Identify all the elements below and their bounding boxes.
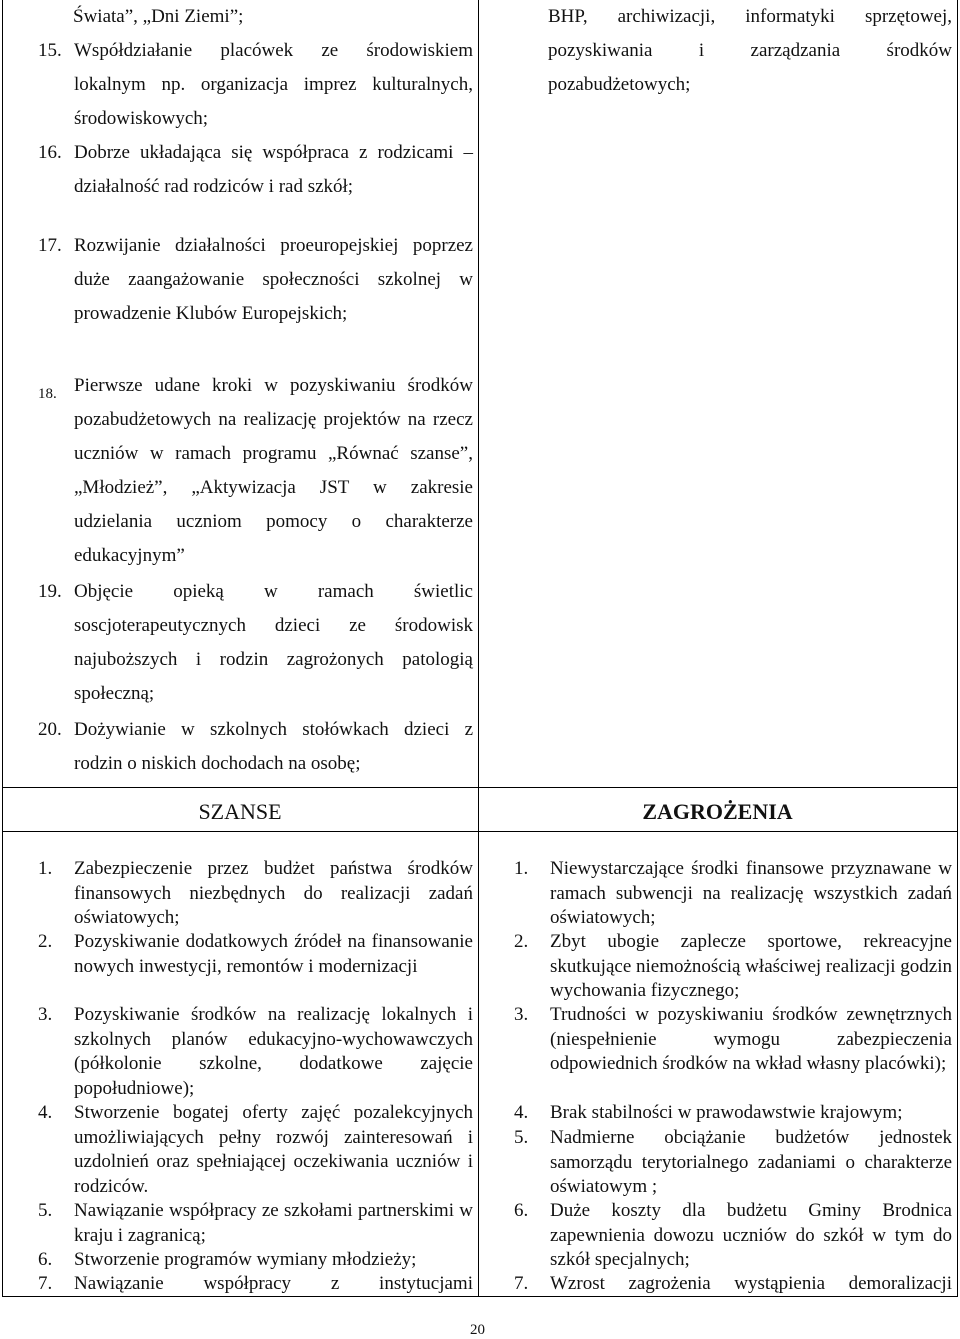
page-number: 20 [470,1322,485,1338]
strength-item-17 [38,229,473,331]
item-text: Dożywianie w szkolnych stołówkach dzieci z rodzin o niskich dochodach na osobę; [74,719,473,774]
opportunity-item-1 [38,857,473,931]
item-text: Stworzenie bogatej oferty zajęć pozalekcyjnych umożliwiających pełny rozwój zainteresowań i uzdolnień oraz spełniającej oczekiwania uczniów i rodziców. [74,1102,473,1197]
item-text: Stworzenie programów wymiany młodzieży; [74,1249,417,1270]
item-number: 19. [38,581,62,602]
row-divider-heading [2,831,958,832]
strength-item-16 [38,136,473,204]
item-number: 1. [514,858,529,879]
threat-item-5 [514,1126,952,1200]
item-text: Rozwijanie działalności proeuropejskiej poprzez duże zaangażowanie społeczności szkolnej w prowadzenie Klubów Europejskich; [74,235,473,324]
item-text: Nawiązanie współpracy z instytucjami [74,1273,473,1294]
threat-item-3 [514,1003,952,1077]
opportunity-item-6 [38,1248,473,1273]
item-text: Pierwsze udane kroki w pozyskiwaniu środków pozabudżetowych na realizację projektów na rzecz uczniów w ramach programu „Równać szanse”, „Młodzież”, „Aktywizacja JST w zakresie udzielania uczniom pomocy o charakterze edukacyjnym” [74,375,473,566]
opportunity-item-7 [38,1272,473,1297]
item-number: 7. [38,1273,53,1294]
item-text: Brak stabilności w prawodawstwie krajowym; [550,1102,903,1123]
strength-item-19 [38,575,473,711]
item-number: 7. [514,1273,529,1294]
threats-heading: ZAGROŻENIA [642,799,793,824]
item-number: 15. [38,40,62,61]
item-text: Zabezpieczenie przez budżet państwa środków finansowych niezbędnych do realizacji zadań oświatowych; [74,858,473,928]
table-border-left [2,0,3,1296]
item-text: Trudności w pozyskiwaniu środków zewnętrznych (niespełnienie wymogu zabezpieczenia odpowiednich środków na wkład własny placówki); [550,1004,952,1074]
item-text: Zbyt ubogie zaplecze sportowe, rekreacyjne skutkujące niemożnością właściwej realizacji godzin wychowania fizycznego; [550,931,953,1001]
threat-item-1 [514,857,952,931]
item-number: 2. [514,931,529,952]
item-text: Niewystarczające środki finansowe przyznawane w ramach subwencji na realizację wszystkich zadań oświatowych; [550,858,952,928]
item-number: 20. [38,719,62,740]
item-number: 4. [38,1102,53,1123]
threat-item-6 [514,1199,952,1273]
table-border-middle [478,0,479,1296]
threat-item-2 [514,930,952,1004]
weakness-item-tail: BHP, archiwizacji, informatyki sprzętowej, pozyskiwania i zarządzania środków pozabudżetowych; [548,6,952,95]
item-number: 2. [38,931,53,952]
strength-item-14-tail: Świata”, „Dni Ziemi”; [73,6,244,27]
strength-item-15 [38,34,473,136]
item-text: Wzrost zagrożenia wystąpienia demoralizacji [550,1273,952,1294]
opportunity-item-4 [38,1101,473,1199]
item-text: Objęcie opieką w ramach świetlic soscjoterapeutycznych dzieci ze środowisk najuboższych i rodzin zagrożonych patologią społeczną; [74,581,473,704]
item-number: 6. [38,1249,53,1270]
item-text: Nawiązanie współpracy ze szkołami partnerskimi w kraju i zagranicą; [74,1200,473,1246]
opportunity-item-3 [38,1003,473,1101]
row-divider-top [2,787,958,788]
item-number: 6. [514,1200,529,1221]
table-border-right [957,0,958,1296]
item-number: 4. [514,1102,529,1123]
threat-item-4 [514,1101,952,1126]
item-number: 3. [38,1004,53,1025]
item-text: Pozyskiwanie środków na realizację lokalnych i szkolnych planów edukacyjno-wychowawczych (półkolonie szkolne, dodatkowe zajęcie popołudniowe); [74,1004,473,1099]
item-number: 5. [38,1200,53,1221]
item-number: 18. [38,386,57,402]
item-number: 16. [38,142,62,163]
opportunity-item-2 [38,930,473,979]
opportunities-heading: SZANSE [198,799,282,824]
item-number: 3. [514,1004,529,1025]
strength-item-18 [38,369,473,573]
item-text: Współdziałanie placówek ze środowiskiem lokalnym np. organizacja imprez kulturalnych, środowiskowych; [74,40,473,129]
item-text: Dobrze układająca się współpraca z rodzicami – działalność rad rodziców i rad szkół; [74,142,473,197]
item-number: 1. [38,858,53,879]
item-text: Pozyskiwanie dodatkowych źródeł na finansowanie nowych inwestycji, remontów i modernizacji [74,931,473,977]
strength-item-20 [38,713,473,781]
item-text: Nadmierne obciążanie budżetów jednostek samorządu terytorialnego zadaniami o charakterze oświatowym ; [550,1127,952,1197]
threat-item-7 [514,1272,952,1297]
item-text: Duże koszty dla budżetu Gminy Brodnica zapewnienia dowozu uczniów do szkół w tym do szkół specjalnych; [550,1200,952,1270]
opportunity-item-5 [38,1199,473,1248]
item-number: 17. [38,235,62,256]
item-number: 5. [514,1127,529,1148]
